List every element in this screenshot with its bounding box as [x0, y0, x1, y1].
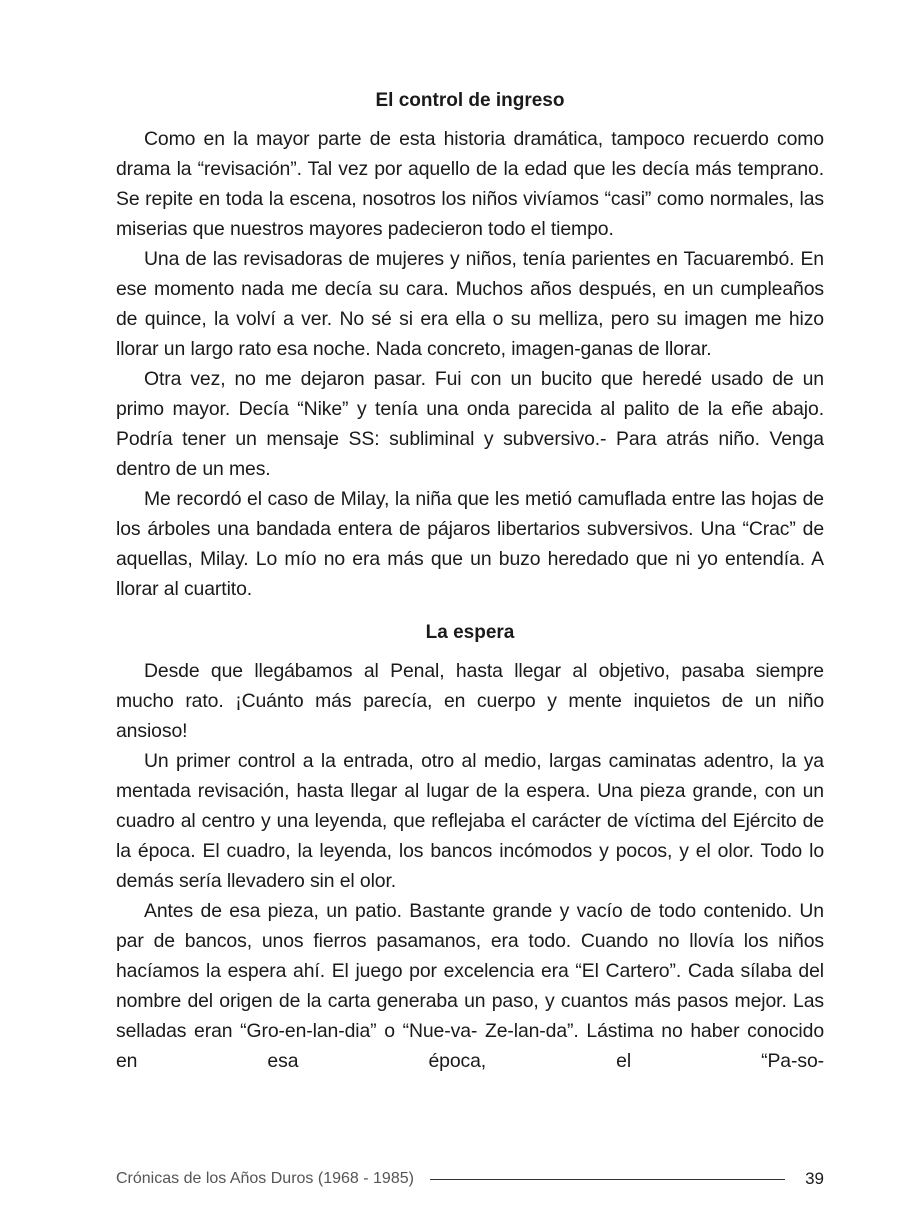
footer-book-title: Crónicas de los Años Duros (1968 - 1985)	[116, 1170, 414, 1187]
paragraph: Antes de esa pieza, un patio. Bastante grande y vacío de todo contenido. Un par de bancos, unos fierros pasamanos, era todo. Cuando no llovía los niños hacíamos la espera ahí. El juego por excelencia era “El Cartero”. Cada sílaba del nombre del origen de la carta generaba un paso, y cuantos más pasos mejor. Las selladas eran “Gro-en-lan-dia” o “Nue-va- Ze-lan-da”. Lástima no haber conocido en esa época, el “Pa-so-	[116, 900, 824, 1072]
paragraph: Desde que llegábamos al Penal, hasta llegar al objetivo, pasaba siempre mucho rato. ¡Cuánto más parecía, en cuerpo y mente inquietos de un niño ansioso!	[116, 660, 824, 742]
page-body	[116, 86, 824, 1076]
paragraph: Como en la mayor parte de esta historia dramática, tampoco recuerdo como drama la “revisación”. Tal vez por aquello de la edad que les decía más temprano. Se repite en toda la escena, nosotros los niños vivíamos “casi” como normales, las miserias que nuestros mayores padecieron todo el tiempo.	[116, 128, 824, 240]
section-title-la-espera: La espera	[425, 622, 515, 643]
page-footer	[116, 1166, 824, 1192]
page-number: 39	[805, 1169, 824, 1188]
footer-divider	[430, 1179, 785, 1180]
paragraph: Una de las revisadoras de mujeres y niños, tenía parientes en Tacuarembó. En ese momento nada me decía su cara. Muchos años después, en un cumpleaños de quince, la volví a ver. No sé si era ella o su melliza, pero su imagen me hizo llorar un largo rato esa noche. Nada concreto, imagen-ganas de llorar.	[116, 248, 824, 360]
paragraph: Me recordó el caso de Milay, la niña que les metió camuflada entre las hojas de los árboles una bandada entera de pájaros libertarios subversivos. Una “Crac” de aquellas, Milay. Lo mío no era más que un buzo heredado que ni yo entendía. A llorar al cuartito.	[116, 488, 824, 600]
section-title-control-de-ingreso: El control de ingreso	[375, 90, 565, 111]
paragraph: Un primer control a la entrada, otro al medio, largas caminatas adentro, la ya mentada revisación, hasta llegar al lugar de la espera. Una pieza grande, con un cuadro al centro y una leyenda, que reflejaba el carácter de víctima del Ejército de la época. El cuadro, la leyenda, los bancos incómodos y pocos, y el olor. Todo lo demás sería llevadero sin el olor.	[116, 750, 824, 892]
paragraph: Otra vez, no me dejaron pasar. Fui con un bucito que heredé usado de un primo mayor. Decía “Nike” y tenía una onda parecida al palito de la eñe abajo. Podría tener un mensaje SS: subliminal y subversivo.- Para atrás niño. Venga dentro de un mes.	[116, 368, 824, 480]
